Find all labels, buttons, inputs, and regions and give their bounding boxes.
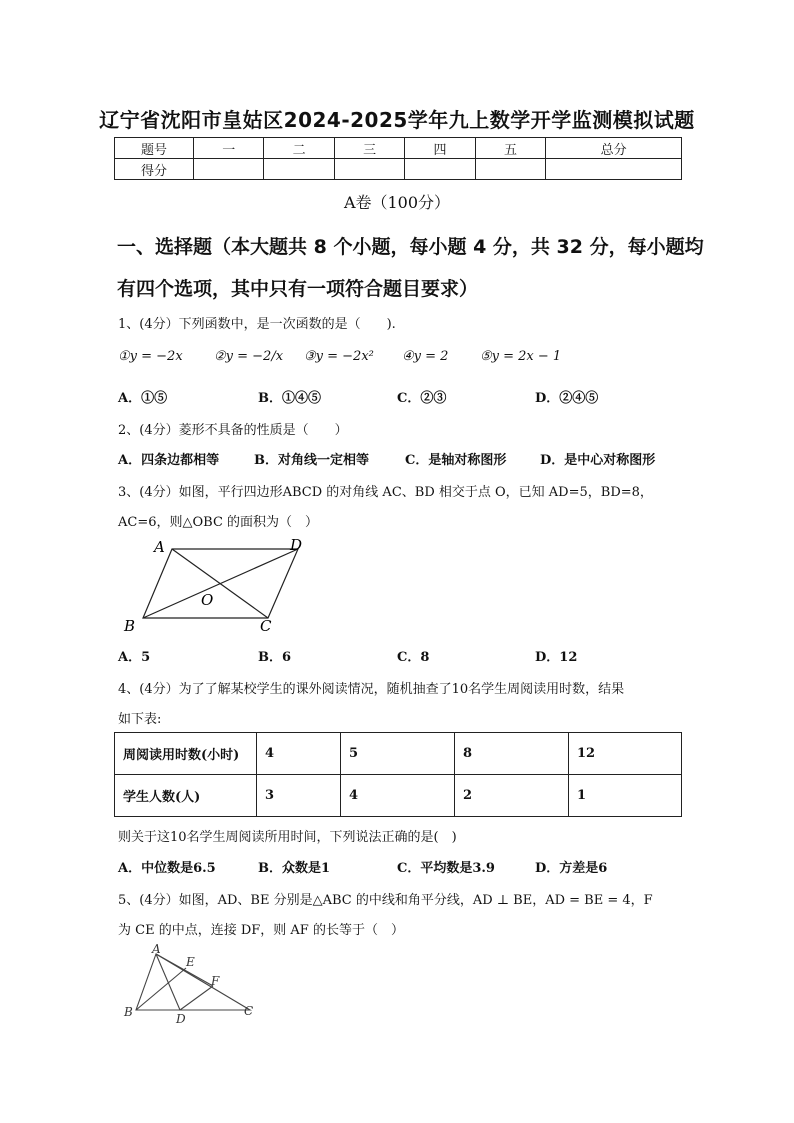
table-cell: 5 bbox=[341, 733, 455, 775]
score-cell[interactable] bbox=[546, 159, 682, 180]
q4-stem-line1: 4、(4分）为了了解某校学生的课外阅读情况，随机抽查了10名学生周阅读用时数，结果 bbox=[118, 682, 625, 697]
point-label-b: B bbox=[124, 1005, 133, 1019]
q4-option-b[interactable]: B．众数是1 bbox=[258, 861, 331, 876]
q3-option-c[interactable]: C．8 bbox=[397, 650, 430, 665]
table-cell: 4 bbox=[257, 733, 341, 775]
exam-title: 辽宁省沈阳市皇姑区2024-2025学年九上数学开学监测模拟试题 bbox=[99, 108, 695, 132]
q2-option-a[interactable]: A．四条边都相等 bbox=[118, 453, 220, 468]
q4-stem-line2: 如下表: bbox=[118, 712, 162, 727]
segment-af bbox=[156, 954, 213, 986]
score-cell[interactable] bbox=[334, 159, 404, 180]
q1-option-c[interactable]: C．②③ bbox=[397, 391, 447, 406]
q1-expr-2: ②y = −2/x bbox=[214, 349, 284, 364]
q2-stem: 2、(4分）菱形不具备的性质是（ ） bbox=[118, 423, 348, 438]
point-label-a: A bbox=[154, 538, 165, 556]
score-header-cell: 一 bbox=[194, 138, 264, 159]
score-row-label: 得分 bbox=[115, 159, 194, 180]
table-cell: 4 bbox=[341, 775, 455, 817]
q3-stem-line2: AC=6，则△OBC 的面积为（ ） bbox=[118, 515, 319, 530]
score-cell[interactable] bbox=[475, 159, 545, 180]
section-heading-line2: 有四个选项，其中只有一项符合题目要求） bbox=[117, 278, 479, 300]
q2-option-d[interactable]: D．是中心对称图形 bbox=[540, 453, 656, 468]
score-header-cell: 四 bbox=[405, 138, 475, 159]
segment-df bbox=[180, 986, 213, 1010]
table-cell: 1 bbox=[569, 775, 682, 817]
q1-stem: 1、(4分）下列函数中，是一次函数的是（ ). bbox=[118, 317, 396, 332]
q3-stem-line1: 3、(4分）如图，平行四边形ABCD 的对角线 AC、BD 相交于点 O，已知 AD=5，BD=8， bbox=[118, 485, 653, 500]
q1-expr-1: ①y = −2x bbox=[118, 349, 183, 364]
score-value-row bbox=[115, 159, 682, 180]
point-label-o: O bbox=[201, 591, 214, 609]
q3-option-d[interactable]: D．12 bbox=[535, 650, 578, 665]
q4-option-c[interactable]: C．平均数是3.9 bbox=[397, 861, 495, 876]
score-header-row bbox=[115, 138, 682, 159]
point-label-e: E bbox=[186, 955, 195, 969]
table-cell: 2 bbox=[455, 775, 569, 817]
point-label-d: D bbox=[290, 536, 303, 554]
q4-reading-table bbox=[114, 732, 682, 817]
q5-stem-line1: 5、(4分）如图，AD、BE 分别是△ABC 的中线和角平分线，AD ⊥ BE，AD = BE = 4，F bbox=[118, 893, 653, 908]
table-cell: 12 bbox=[569, 733, 682, 775]
q1-expr-5: ⑤y = 2x − 1 bbox=[480, 349, 562, 364]
point-label-d: D bbox=[176, 1012, 186, 1026]
point-label-b: B bbox=[124, 617, 136, 635]
table-cell: 3 bbox=[257, 775, 341, 817]
q1-expr-4: ④y = 2 bbox=[402, 349, 449, 364]
volume-heading: A卷（100分） bbox=[343, 193, 451, 212]
point-label-f: F bbox=[211, 974, 220, 988]
score-cell[interactable] bbox=[194, 159, 264, 180]
table-row-header: 学生人数(人) bbox=[115, 775, 257, 817]
q3-option-b[interactable]: B．6 bbox=[258, 650, 292, 665]
q1-option-d[interactable]: D．②④⑤ bbox=[535, 391, 599, 406]
score-table bbox=[114, 137, 682, 180]
q3-parallelogram-figure bbox=[118, 535, 318, 635]
q3-option-a[interactable]: A．5 bbox=[118, 650, 151, 665]
q1-option-a[interactable]: A．①⑤ bbox=[118, 391, 168, 406]
q4-option-a[interactable]: A．中位数是6.5 bbox=[118, 861, 216, 876]
diagonal-bd bbox=[143, 549, 298, 618]
score-cell[interactable] bbox=[405, 159, 475, 180]
point-label-c: C bbox=[244, 1004, 254, 1018]
point-label-a: A bbox=[152, 944, 161, 956]
q4-option-d[interactable]: D．方差是6 bbox=[535, 861, 608, 876]
q5-triangle-figure bbox=[118, 944, 268, 1028]
q2-option-b[interactable]: B．对角线一定相等 bbox=[254, 453, 369, 468]
score-cell[interactable] bbox=[264, 159, 334, 180]
q1-expr-3: ③y = −2x² bbox=[304, 349, 374, 364]
section-heading-line1: 一、选择题（本大题共 8 个小题，每小题 4 分，共 32 分，每小题均 bbox=[117, 236, 704, 258]
table-row bbox=[115, 775, 682, 817]
q1-option-b[interactable]: B．①④⑤ bbox=[258, 391, 321, 406]
q4-stem-line3: 则关于这10名学生周阅读所用时间，下列说法正确的是( ) bbox=[118, 830, 457, 845]
table-row-header: 周阅读用时数(小时) bbox=[115, 733, 257, 775]
segment-ad bbox=[156, 954, 180, 1010]
score-header-cell: 总分 bbox=[546, 138, 682, 159]
table-row bbox=[115, 733, 682, 775]
score-header-cell: 五 bbox=[475, 138, 545, 159]
q5-stem-line2: 为 CE 的中点，连接 DF，则 AF 的长等于（ ） bbox=[118, 923, 404, 938]
score-header-cell: 三 bbox=[334, 138, 404, 159]
table-cell: 8 bbox=[455, 733, 569, 775]
score-header-cell: 题号 bbox=[115, 138, 194, 159]
q2-option-c[interactable]: C．是轴对称图形 bbox=[405, 453, 507, 468]
score-header-cell: 二 bbox=[264, 138, 334, 159]
point-label-c: C bbox=[260, 617, 272, 635]
